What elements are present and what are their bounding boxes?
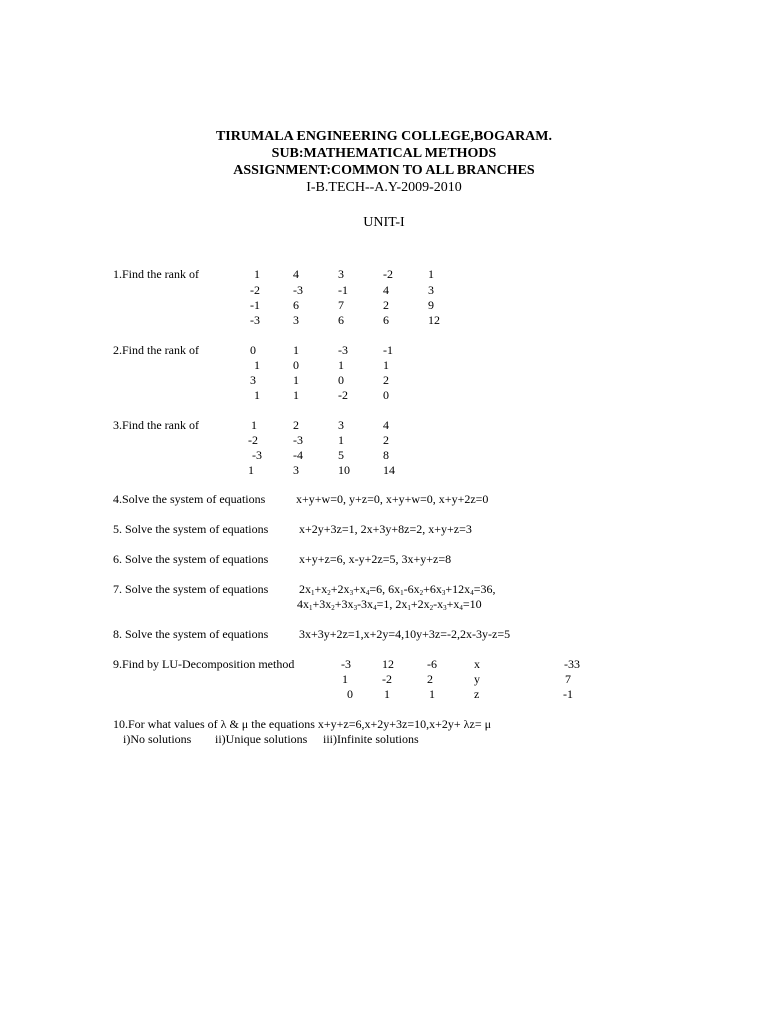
matrix-cell: 1	[293, 388, 299, 402]
matrix-cell: 1	[342, 672, 348, 686]
q2-label: 2.Find the rank of	[113, 343, 199, 357]
assignment-line: ASSIGNMENT:COMMON TO ALL BRANCHES	[233, 163, 535, 178]
matrix-cell: 9	[428, 298, 434, 312]
matrix-cell: 10	[338, 463, 350, 477]
matrix-cell: 3	[293, 313, 299, 327]
matrix-cell: -33	[564, 657, 580, 671]
matrix-cell: 1	[384, 687, 390, 701]
matrix-cell: -4	[293, 448, 303, 462]
matrix-cell: 1	[254, 358, 260, 372]
matrix-cell: 0	[383, 388, 389, 402]
matrix-cell: -2	[383, 267, 393, 281]
matrix-cell: 6	[338, 313, 344, 327]
matrix-cell: 3	[338, 267, 344, 281]
q8-equations: 3x+3y+2z=1,x+2y=4,10y+3z=-2,2x-3y-z=5	[299, 627, 511, 641]
matrix-cell: 4	[383, 418, 389, 432]
matrix-cell: -2	[338, 388, 348, 402]
matrix-cell: 1	[338, 433, 344, 447]
matrix-cell: 1	[383, 358, 389, 372]
q10-question: 10.For what values of λ & μ the equations x+y+z=6,x+2y+3z=10,x+2y+ λz= μ	[113, 717, 492, 731]
matrix-cell: x	[474, 657, 480, 671]
matrix-cell: 6	[293, 298, 299, 312]
q5-equations: x+2y+3z=1, 2x+3y+8z=2, x+y+z=3	[299, 522, 472, 536]
matrix-cell: 0	[293, 358, 299, 372]
q10-option-unique-solutions: ii)Unique solutions	[215, 732, 308, 746]
matrix-cell: 1	[254, 267, 260, 281]
matrix-cell: 0	[347, 687, 353, 701]
matrix-cell: 12	[382, 657, 394, 671]
matrix-cell: 1	[293, 343, 299, 357]
matrix-cell: 1	[251, 418, 257, 432]
matrix-cell: 6	[383, 313, 389, 327]
academic-year: I-B.TECH--A.Y-2009-2010	[306, 180, 462, 195]
q7-label: 7. Solve the system of equations	[113, 582, 269, 596]
matrix-cell: -1	[250, 298, 260, 312]
matrix-cell: -1	[383, 343, 393, 357]
q4-equations: x+y+w=0, y+z=0, x+y+w=0, x+y+2z=0	[296, 492, 489, 506]
college-name: TIRUMALA ENGINEERING COLLEGE,BOGARAM.	[215, 129, 553, 144]
matrix-cell: 5	[338, 448, 344, 462]
matrix-cell: 8	[383, 448, 389, 462]
q6-equations: x+y+z=6, x-y+2z=5, 3x+y+z=8	[299, 552, 452, 566]
q10-option-infinite-solutions: iii)Infinite solutions	[323, 732, 419, 746]
unit-heading: UNIT-I	[363, 215, 405, 230]
q3-label: 3.Find the rank of	[113, 418, 199, 432]
q7-equations-line1: $2x_1+x_2+2x_3+x_4=6$, $6x_1-6x_2+6x_3+12x_4=36$,	[299, 582, 496, 597]
q6-label: 6. Solve the system of equations	[113, 552, 269, 566]
matrix-cell: 2	[293, 418, 299, 432]
matrix-cell: 3	[428, 283, 434, 297]
matrix-cell: 3	[293, 463, 299, 477]
q7-equations-line2: $4x_1+3x_2+3x_3-3x_4=1$, $2x_1+2x_2-x_3+x_4=10$	[297, 597, 482, 612]
matrix-cell: 1	[293, 373, 299, 387]
matrix-cell: 2	[383, 298, 389, 312]
matrix-cell: y	[474, 672, 480, 686]
matrix-cell: -3	[250, 313, 260, 327]
q4-label: 4.Solve the system of equations	[113, 492, 266, 506]
matrix-cell: -2	[382, 672, 392, 686]
q8-label: 8. Solve the system of equations	[113, 627, 269, 641]
matrix-cell: 1	[248, 463, 254, 477]
matrix-cell: -3	[341, 657, 351, 671]
matrix-cell: 3	[338, 418, 344, 432]
matrix-cell: z	[474, 687, 480, 701]
matrix-cell: 4	[293, 267, 299, 281]
q5-label: 5. Solve the system of equations	[113, 522, 269, 536]
matrix-cell: 1	[428, 267, 434, 281]
matrix-cell: 0	[250, 343, 256, 357]
matrix-cell: 1	[338, 358, 344, 372]
matrix-cell: -1	[338, 283, 348, 297]
matrix-cell: 4	[383, 283, 389, 297]
matrix-cell: -3	[252, 448, 262, 462]
matrix-cell: 14	[383, 463, 395, 477]
matrix-cell: -1	[563, 687, 573, 701]
matrix-cell: 7	[565, 672, 571, 686]
q10-option-no-solutions: i)No solutions	[123, 732, 192, 746]
matrix-cell: 2	[383, 373, 389, 387]
matrix-cell: 2	[427, 672, 433, 686]
q9-label: 9.Find by LU-Decomposition method	[113, 657, 295, 671]
q1-label: 1.Find the rank of	[113, 267, 199, 281]
matrix-cell: 2	[383, 433, 389, 447]
matrix-cell: -3	[293, 283, 303, 297]
matrix-cell: 1	[254, 388, 260, 402]
matrix-cell: 7	[338, 298, 344, 312]
subject-line: SUB:MATHEMATICAL METHODS	[271, 146, 497, 161]
matrix-cell: -2	[250, 283, 260, 297]
matrix-cell: -6	[427, 657, 437, 671]
matrix-cell: 1	[429, 687, 435, 701]
matrix-cell: 0	[338, 373, 344, 387]
matrix-cell: 12	[428, 313, 440, 327]
matrix-cell: -2	[248, 433, 258, 447]
matrix-cell: -3	[293, 433, 303, 447]
matrix-cell: 3	[250, 373, 256, 387]
matrix-cell: -3	[338, 343, 348, 357]
